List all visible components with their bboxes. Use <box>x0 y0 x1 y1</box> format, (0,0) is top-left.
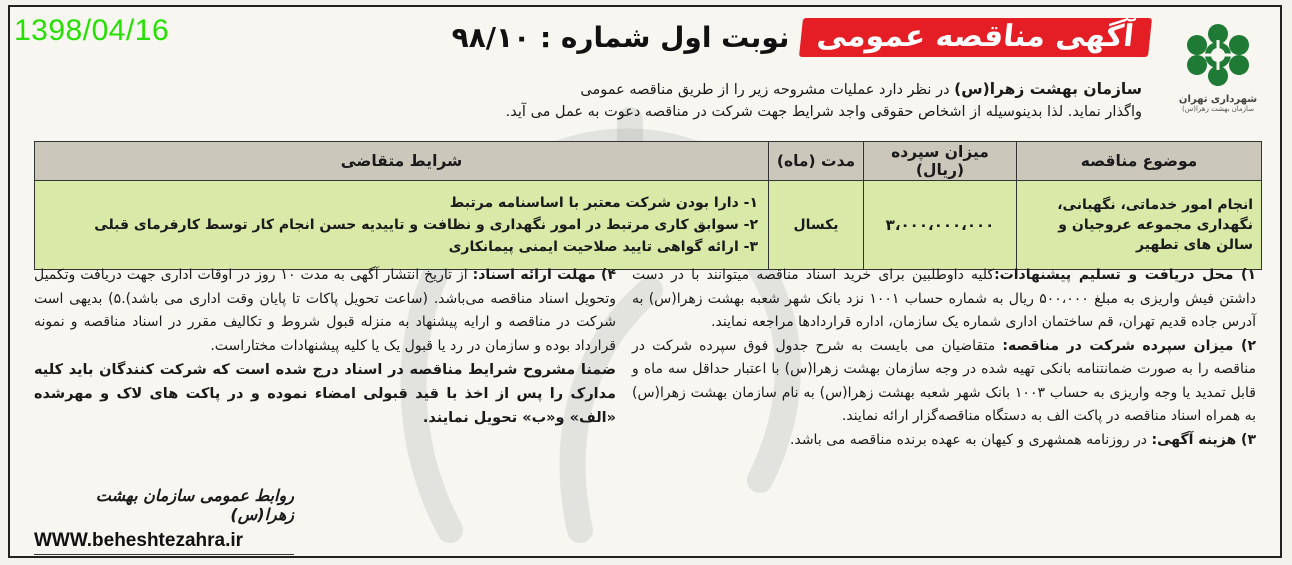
section-3-body: در روزنامه همشهری و کیهان به عهده برنده مناقصه می باشد. <box>790 431 1152 448</box>
section-4 <box>34 264 616 358</box>
section-2-title: ۲) میزان سپرده شرکت در مناقصه: <box>1002 337 1256 354</box>
section-4-body: از تاریخ انتشار آگهی به مدت ۱۰ روز در اوقات اداری جهت دریافت وتکمیل وتحویل اسناد مناقصه می‌باشد. (ساعت تحویل پاکات تا پایان وقت اداری می باشد). <box>34 267 616 307</box>
flower-emblem-icon <box>1183 22 1253 88</box>
logo-caption-municipality: شهرداری تهران <box>1178 94 1258 105</box>
website-link[interactable]: WWW.beheshtezahra.ir <box>34 530 294 555</box>
table-row <box>35 181 1262 270</box>
header-duration: مدت (ماه) <box>769 142 864 181</box>
section-4-title: ۴) مهلت ارائه اسناد: <box>472 267 616 283</box>
municipality-logo <box>1168 22 1268 113</box>
intro-line-1: در نظر دارد عملیات مشروحه زیر را از طریق مناقصه عمومی <box>580 82 955 98</box>
section-2-body: متقاضیان می بایست به شرح جدول فوق سپرده شرکت در مناقصه را به صورت ضمانتنامه بانکی تهیه شده در وجه سازمان بهشت زهرا(س) با اعتبار حداقل سه ماه و قابل تمدید یا وجه واریزی به حساب ۱۰۰۳ بانک شهر شعبه بهشت زهرا(س) به نام سازمان بهشت زهرا(س) به همراه اسناد مناقصه در پاکت الف به دستگاه مناقصه‌گزار ارائه نمایند. <box>632 337 1256 424</box>
condition-item: ۱- دارا بودن شرکت معتبر با اساسنامه مرتبط <box>449 195 758 211</box>
terms-left-column <box>34 264 616 430</box>
header-deposit: میزان سپرده (ریال) <box>864 142 1017 181</box>
section-1 <box>632 264 1256 335</box>
condition-item: ۲- سوابق کاری مرتبط در امور نگهداری و نظافت و تاییدیه حسن انجام کار توسط کارفرمای قبلی <box>94 217 758 233</box>
intro-line-2: واگذار نماید. لذا بدینوسیله از اشخاص حقوقی واجد شرایط جهت شرکت در مناقصه دعوت به عمل می آید. <box>505 104 1142 120</box>
ad-footer <box>34 486 294 555</box>
tender-table <box>34 141 1262 270</box>
section-3-title: ۳) هزینه آگهی: <box>1151 431 1256 448</box>
cell-conditions <box>35 181 769 270</box>
round-number: نوبت اول شماره : ۹۸/۱۰ <box>451 20 790 54</box>
ad-title <box>300 14 1150 60</box>
header-subject: موضوع مناقصه <box>1017 142 1262 181</box>
intro-text <box>262 78 1142 123</box>
organization-name: سازمان بهشت زهرا(س) <box>954 80 1142 98</box>
section-1-title: ۱) محل دریافت و تسلیم پیشنهادات: <box>994 267 1256 283</box>
public-relations-signature: روابط عمومی سازمان بهشت زهرا(س) <box>95 486 294 524</box>
section-1-body: کلیه داوطلبین برای خرید اسناد مناقصه میتوانند با در دست داشتن فیش واریزی به مبلغ ۵۰۰،۰۰۰ ریال به شماره حساب ۱۰۰۱ نزد بانک شهر شعبه بهشت زهرا(س) به آدرس جاده قدیم تهران، قم ساختمان اداری شماره یک سازمان، اداره قراردادها مراجعه نمایند. <box>632 267 1256 330</box>
title-banner: آگهی مناقصه عمومی <box>799 18 1152 57</box>
cell-subject: انجام امور خدماتی، نگهبانی، نگهداری مجموعه عروجیان و سالن های تطهیر <box>1017 181 1262 270</box>
date-stamp: 1398/04/16 <box>14 14 170 47</box>
terms-right-column <box>632 264 1256 452</box>
section-2 <box>632 335 1256 429</box>
section-3 <box>632 429 1256 453</box>
documents-note: ضمنا مشروح شرایط مناقصه در اسناد درج شده است که شرکت کنندگان باید کلیه مدارک را پس از اخذ با قید قبولی امضاء نموده و در پاکت های لاک و مهرشده «الف» و«ب» تحویل نمایند. <box>34 362 616 426</box>
condition-item: ۳- ارائه گواهی تایید صلاحیت ایمنی پیمانکاری <box>448 239 758 255</box>
cell-deposit: ۳،۰۰۰،۰۰۰،۰۰۰ <box>864 181 1017 270</box>
cell-duration: یکسال <box>769 181 864 270</box>
table-header-row <box>35 142 1262 181</box>
logo-caption-organization: سازمان بهشت زهرا(س) <box>1181 105 1255 113</box>
header-conditions: شرایط متقاضی <box>35 142 769 181</box>
section-5-body: ۵) بدیهی است شرکت در مناقصه و ارایه پیشنهاد به منزله قبول شروط و تکالیف مقرر در اسناد مناقصه و نمونه قرارداد بوده و سازمان در رد یا قبول یک یا کلیه پیشنهادات مختاراست. <box>34 290 616 354</box>
